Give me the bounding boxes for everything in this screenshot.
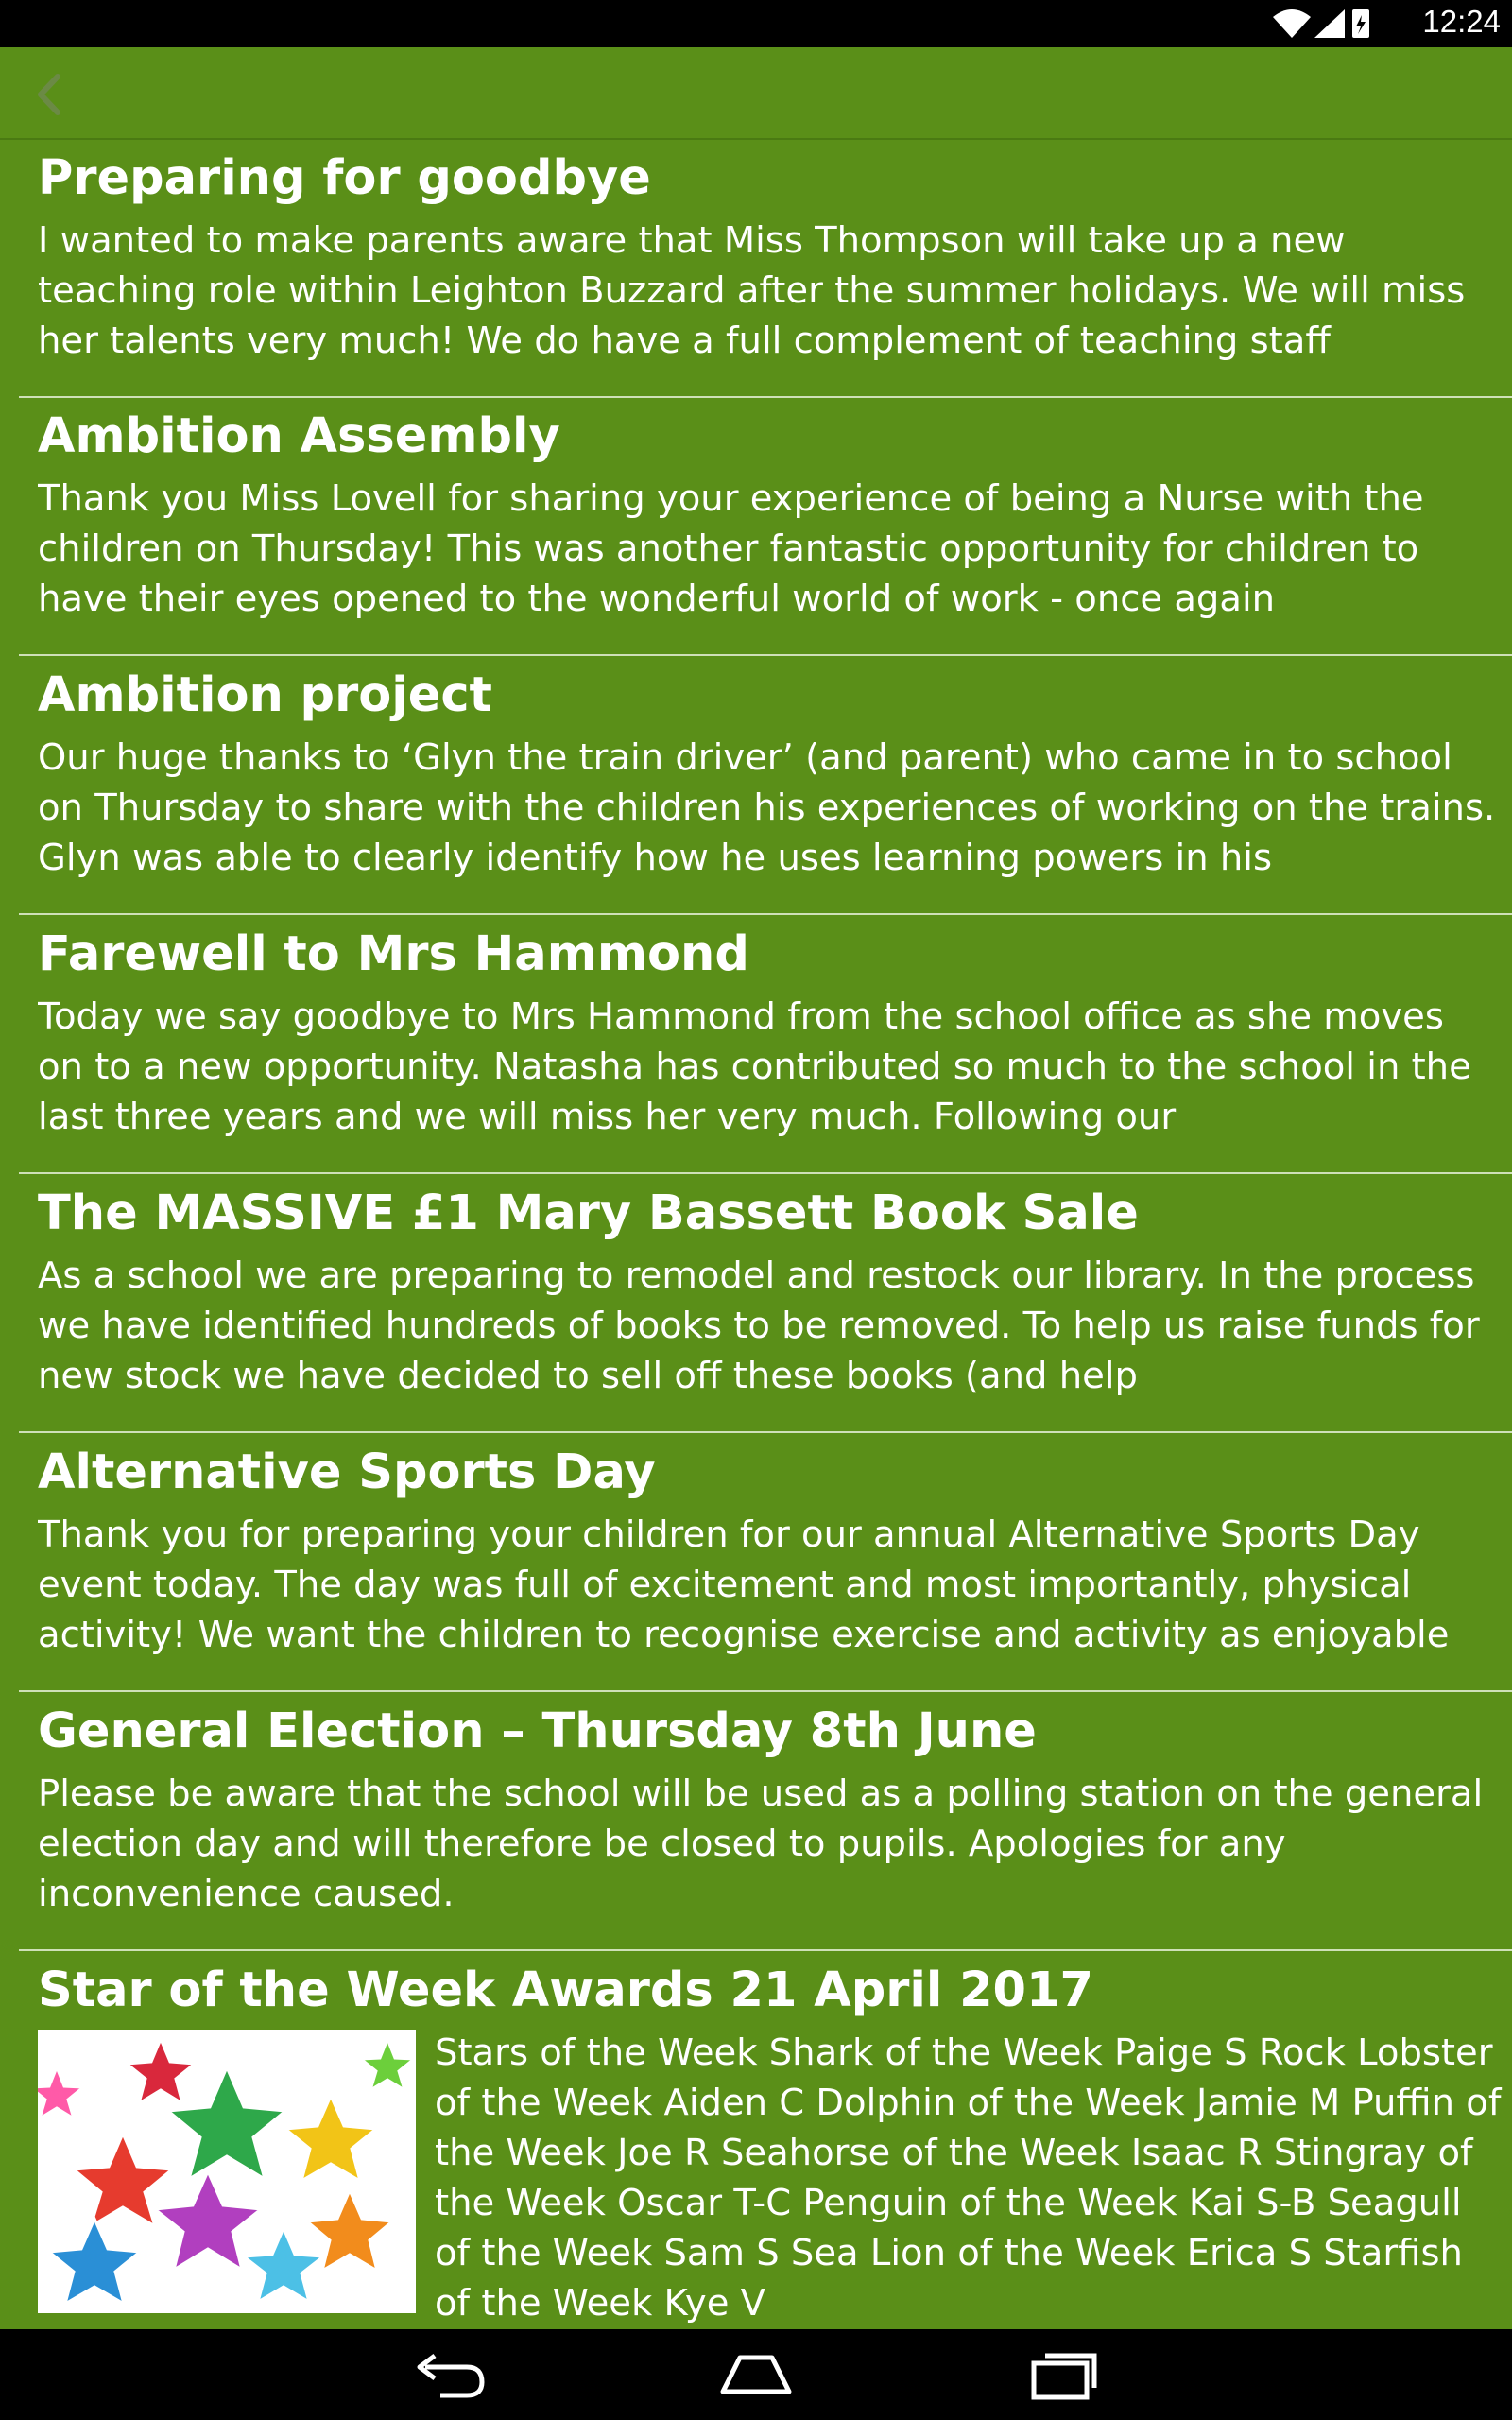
news-item[interactable] xyxy=(19,398,1512,656)
wifi-icon xyxy=(1273,9,1311,38)
nav-recents-icon[interactable] xyxy=(1021,2346,1106,2403)
news-excerpt: Stars of the Week Shark of the Week Paige S Rock Lobster of the Week Aiden C Dolphin of the Week Jamie M Puffin of the Week Joe R Seahorse of the Week Isaac R Stingray of the Week Oscar T-C Penguin of the Week Kai S-B Seagull of the Week Sam S Sea Lion of the Week Erica S Starfish of the Week Kye V xyxy=(435,2031,1502,2325)
nav-home-icon[interactable] xyxy=(713,2346,799,2403)
news-title: The MASSIVE £1 Mary Bassett Book Sale xyxy=(38,1185,1139,1241)
news-title: Farewell to Mrs Hammond xyxy=(38,926,749,982)
news-item[interactable] xyxy=(19,1693,1512,1951)
battery-icon xyxy=(1352,9,1369,38)
news-title: Alternative Sports Day xyxy=(38,1444,656,1500)
news-excerpt: I wanted to make parents aware that Miss Thompson will take up a new teaching role within Leighton Buzzard after the summer holidays. We will miss her talents very much! We do have a full complement of teaching staff xyxy=(38,219,1466,362)
status-bar xyxy=(0,0,1512,47)
news-title: General Election – Thursday 8th June xyxy=(38,1703,1037,1759)
news-excerpt: Today we say goodbye to Mrs Hammond from the school office as she moves on to a new opportunity. Natasha has contributed so much to the school in the last three years and we will miss her very much. Following our xyxy=(38,995,1471,1138)
news-item[interactable] xyxy=(19,657,1512,915)
news-item[interactable] xyxy=(19,916,1512,1174)
status-icons xyxy=(1271,8,1403,40)
system-nav-bar xyxy=(0,2329,1512,2420)
nav-back-icon[interactable] xyxy=(406,2346,491,2403)
back-arrow-icon xyxy=(33,73,65,116)
news-item[interactable] xyxy=(19,1952,1512,2325)
news-title: Star of the Week Awards 21 April 2017 xyxy=(38,1962,1094,2018)
news-excerpt: Our huge thanks to ‘Glyn the train driver’ (and parent) who came in to school on Thursday to share with the children his experiences of working on the trains. Glyn was able to clearly identify how he uses learning powers in his xyxy=(38,736,1496,879)
news-title: Preparing for goodbye xyxy=(38,150,651,206)
news-list xyxy=(0,140,1512,2329)
news-excerpt: Please be aware that the school will be used as a polling station on the general election day and will therefore be closed to pupils. Apologies for any inconvenience caused. xyxy=(38,1772,1484,1915)
back-button[interactable] xyxy=(21,68,77,121)
news-title: Ambition project xyxy=(38,667,492,723)
news-thumbnail[interactable] xyxy=(38,2030,416,2313)
signal-icon xyxy=(1314,9,1345,38)
status-time: 12:24 xyxy=(1422,4,1501,39)
news-excerpt: As a school we are preparing to remodel and restock our library. In the process we have identified hundreds of books to be removed. To help us raise funds for new stock we have decided to sell off these books (and help xyxy=(38,1254,1480,1397)
news-item[interactable] xyxy=(19,1434,1512,1692)
colorful-stars-image xyxy=(38,2030,416,2313)
news-item[interactable] xyxy=(19,140,1512,398)
news-title: Ambition Assembly xyxy=(38,408,560,464)
news-excerpt: Thank you Miss Lovell for sharing your experience of being a Nurse with the children on Thursday! This was another fantastic opportunity for children to have their eyes opened to the wonderful world of work - once again xyxy=(38,477,1424,620)
app-toolbar xyxy=(0,47,1512,140)
news-excerpt: Thank you for preparing your children for our annual Alternative Sports Day event today. The day was full of excitement and most importantly, physical activity! We want the children to recognise exercise and activity as enjoyable xyxy=(38,1513,1450,1656)
news-item[interactable] xyxy=(19,1175,1512,1433)
